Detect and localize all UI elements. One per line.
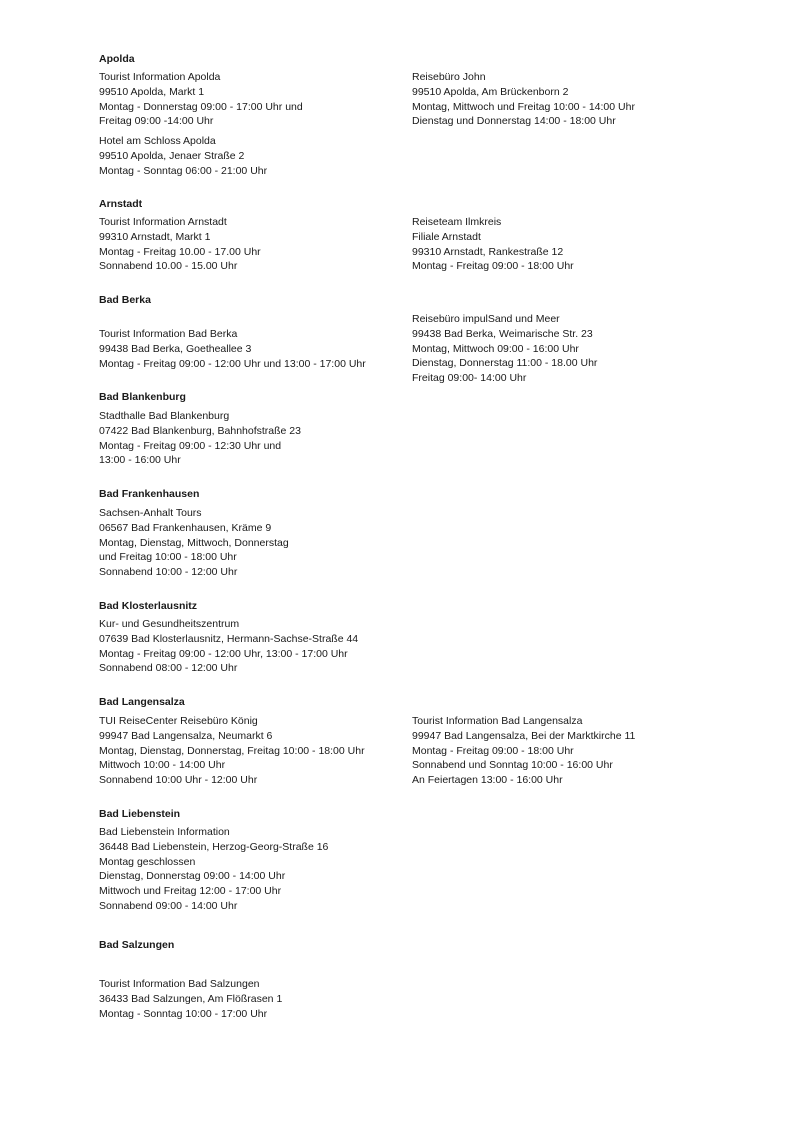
entry-address: 99510 Apolda, Jenaer Straße 2 [99,149,245,162]
entry-hours: Montag - Freitag 09:00 - 12:00 Uhr und 13:00 - 17:00 Uhr [99,357,366,370]
entry-name: Sachsen-Anhalt Tours [99,507,202,519]
entry-hours: Dienstag und Donnerstag 14:00 - 18:00 Uhr [412,115,616,128]
entry-address: 99947 Bad Langensalza, Neumarkt 6 [99,729,273,742]
entry-name: Tourist Information Bad Berka [99,328,238,340]
entry-hours: Mittwoch 10:00 - 14:00 Uhr [99,759,226,772]
entry-name: Tourist Information Bad Langensalza [412,715,583,727]
entry-name: Bad Liebenstein Information [99,826,230,838]
entry-hours: Montag - Sonntag 06:00 - 21:00 Uhr [99,164,268,177]
entry-apolda-reisebuero-john [412,70,635,129]
entry-branch: Filiale Arnstadt [412,230,481,243]
entry-hours: An Feiertagen 13:00 - 16:00 Uhr [412,774,563,787]
entry-hours: Montag geschlossen [99,855,196,868]
entry-name: Stadthalle Bad Blankenburg [99,410,230,422]
entry-address: 06567 Bad Frankenhausen, Kräme 9 [99,521,272,534]
entry-name: Reisebüro John [412,71,486,83]
entry-hours: und Freitag 10:00 - 18:00 Uhr [99,551,237,564]
entry-bad-salzungen-tourist-information [99,977,282,1021]
entry-address: 07639 Bad Klosterlausnitz, Hermann-Sachse-Straße 44 [99,632,359,645]
entry-hours: Sonnabend und Sonntag 10:00 - 16:00 Uhr [412,759,613,772]
entry-bad-langensalza-tui [99,714,365,788]
entry-name: Reiseteam Ilmkreis [412,216,502,228]
entry-bad-liebenstein-information [99,825,328,914]
entry-hours: Freitag 09:00- 14:00 Uhr [412,372,527,385]
entry-bad-blankenburg-stadthalle [99,409,301,468]
entry-address: 99438 Bad Berka, Goetheallee 3 [99,342,252,355]
entry-bad-langensalza-tourist-information [412,714,635,788]
section-heading-arnstadt: Arnstadt [99,198,143,210]
entry-bad-frankenhausen-sachsen-anhalt-tours [99,506,289,580]
entry-name: Tourist Information Bad Salzungen [99,978,260,990]
entry-name: Hotel am Schloss Apolda [99,135,216,147]
entry-address: 99510 Apolda, Am Brückenborn 2 [412,85,569,98]
entry-name: Kur- und Gesundheitszentrum [99,618,240,630]
entry-hours: Montag - Freitag 10.00 - 17.00 Uhr [99,245,261,258]
entry-apolda-hotel [99,134,267,178]
entry-hours: Sonnabend 10:00 - 12:00 Uhr [99,566,238,579]
entry-hours: Montag, Mittwoch 09:00 - 16:00 Uhr [412,342,579,355]
entry-address: 99310 Arnstadt, Rankestraße 12 [412,245,564,258]
entry-hours: Montag - Freitag 09:00 - 12:00 Uhr, 13:00 - 17:00 Uhr [99,647,348,660]
entry-hours: Montag - Sonntag 10:00 - 17:00 Uhr [99,1007,268,1020]
section-heading-bad-berka: Bad Berka [99,294,151,306]
section-heading-bad-blankenburg: Bad Blankenburg [99,391,186,403]
entry-name: Tourist Information Arnstadt [99,216,227,228]
entry-bad-berka-impulsand [412,312,597,386]
entry-address: 36448 Bad Liebenstein, Herzog-Georg-Straße 16 [99,840,329,853]
entry-name: Reisebüro impulSand und Meer [412,313,560,325]
entry-name: TUI ReiseCenter Reisebüro König [99,715,258,727]
entry-hours: Mittwoch und Freitag 12:00 - 17:00 Uhr [99,885,282,898]
section-heading-bad-salzungen: Bad Salzungen [99,939,175,951]
entry-hours: Dienstag, Donnerstag 09:00 - 14:00 Uhr [99,870,286,883]
entry-hours: Sonnabend 09:00 - 14:00 Uhr [99,899,238,912]
entry-address: 99438 Bad Berka, Weimarische Str. 23 [412,327,593,340]
section-heading-bad-klosterlausnitz: Bad Klosterlausnitz [99,600,198,612]
entry-name: Tourist Information Apolda [99,71,221,83]
entry-hours: Sonnabend 08:00 - 12:00 Uhr [99,662,238,675]
entry-arnstadt-reiseteam [412,215,574,274]
entry-hours: Sonnabend 10:00 Uhr - 12:00 Uhr [99,774,258,787]
entry-address: 36433 Bad Salzungen, Am Flößrasen 1 [99,992,283,1005]
entry-apolda-tourist-information [99,70,303,129]
entry-hours: Montag - Freitag 09:00 - 18:00 Uhr [412,744,574,757]
entry-address: 07422 Bad Blankenburg, Bahnhofstraße 23 [99,424,301,437]
entry-bad-berka-tourist-information [99,327,366,371]
section-heading-bad-langensalza: Bad Langensalza [99,696,185,708]
section-heading-apolda: Apolda [99,53,135,65]
entry-hours: 13:00 - 16:00 Uhr [99,454,181,467]
entry-hours: Montag - Freitag 09:00 - 12:30 Uhr und [99,439,282,452]
entry-hours: Dienstag, Donnerstag 11:00 - 18.00 Uhr [412,357,598,370]
entry-bad-klosterlausnitz-kurzentrum [99,617,358,676]
entry-address: 99510 Apolda, Markt 1 [99,85,205,98]
entry-hours: Montag, Dienstag, Donnerstag, Freitag 10:00 - 18:00 Uhr [99,744,365,757]
entry-address: 99310 Arnstadt, Markt 1 [99,230,211,243]
entry-hours: Freitag 09:00 -14:00 Uhr [99,115,214,128]
entry-hours: Montag - Donnerstag 09:00 - 17:00 Uhr und [99,100,303,113]
entry-address: 99947 Bad Langensalza, Bei der Marktkirche 11 [412,729,636,742]
section-heading-bad-frankenhausen: Bad Frankenhausen [99,488,200,500]
entry-arnstadt-tourist-information [99,215,261,274]
entry-hours: Montag, Dienstag, Mittwoch, Donnerstag [99,536,289,549]
entry-hours: Montag - Freitag 09:00 - 18:00 Uhr [412,260,574,273]
entry-hours: Sonnabend 10.00 - 15.00 Uhr [99,260,238,273]
entry-hours: Montag, Mittwoch und Freitag 10:00 - 14:00 Uhr [412,100,635,113]
section-heading-bad-liebenstein: Bad Liebenstein [99,808,181,820]
